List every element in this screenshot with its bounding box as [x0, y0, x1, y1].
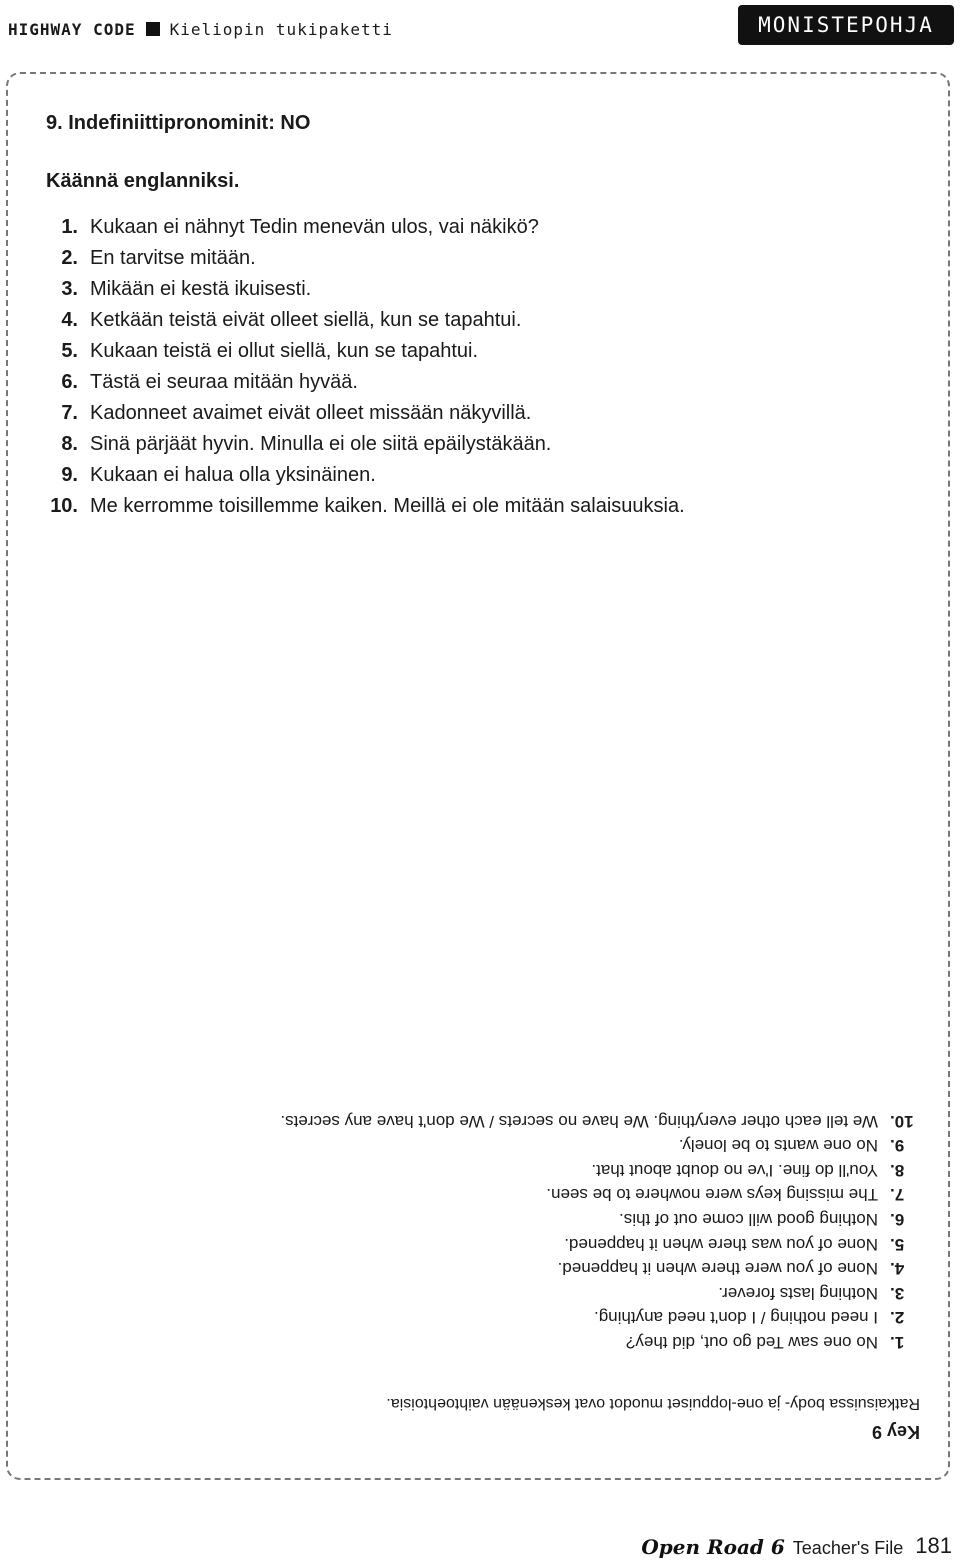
task-item: [46, 367, 685, 398]
key-number: 7.: [890, 1185, 905, 1205]
task-number: 3.: [61, 278, 78, 300]
answer-key-upside-down: [80, 1100, 920, 1450]
task-number: 8.: [61, 433, 78, 455]
task-number: 4.: [61, 309, 78, 331]
task-item: [46, 336, 685, 367]
book-logo: Open Road 6: [641, 1535, 785, 1559]
task-text: Sinä pärjäät hyvin. Minulla ei ole siitä epäilystäkään.: [90, 433, 552, 455]
key-text: None of you was there when it happened.: [564, 1234, 878, 1254]
key-item: [280, 1231, 920, 1256]
task-text: Ketkään teistä eivät olleet siellä, kun se tapahtui.: [90, 309, 522, 331]
task-number: 1.: [61, 216, 78, 238]
task-number: 5.: [61, 340, 78, 362]
series-title: HIGHWAY CODE: [8, 19, 136, 39]
task-item: [46, 398, 685, 429]
series-subtitle: Kieliopin tukipaketti: [169, 19, 393, 39]
task-text: En tarvitse mitään.: [90, 247, 256, 269]
page-header: [8, 16, 393, 42]
key-text: None of you were there when it happened.: [557, 1259, 878, 1279]
key-item: [280, 1280, 920, 1305]
key-text: The missing keys were nowhere to be seen.: [546, 1185, 878, 1205]
key-text: We tell each other everything. We have no secrets / We don't have any secrets.: [280, 1111, 878, 1131]
task-number: 7.: [61, 402, 78, 424]
task-text: Tästä ei seuraa mitään hyvää.: [90, 371, 358, 393]
task-text: Kukaan teistä ei ollut siellä, kun se tapahtui.: [90, 340, 479, 362]
task-item: [46, 460, 685, 491]
task-number: 10.: [50, 495, 78, 517]
key-number: 8.: [890, 1160, 905, 1180]
task-item: [46, 491, 685, 522]
key-number: 6.: [890, 1210, 905, 1230]
task-item: [46, 429, 685, 460]
key-item: [280, 1108, 920, 1133]
task-item: [46, 305, 685, 336]
exercise-instruction: Käännä englanniksi.: [46, 170, 240, 192]
key-text: I need nothing / I don't need anything.: [594, 1308, 878, 1328]
task-text: Kukaan ei halua olla yksinäinen.: [90, 464, 376, 486]
task-number: 9.: [61, 464, 78, 486]
footer-label: Teacher's File: [792, 1538, 904, 1558]
key-number: 4.: [890, 1259, 905, 1279]
task-item: [46, 243, 685, 274]
task-number: 2.: [61, 247, 78, 269]
task-text: Kadonneet avaimet eivät olleet missään näkyvillä.: [90, 402, 532, 424]
key-note: Ratkaisuissa body- ja one-loppuiset muodot ovat keskenään vaihtoehtoisia.: [386, 1395, 920, 1412]
key-item: [280, 1133, 920, 1158]
key-title: Key 9: [871, 1422, 920, 1442]
page-number: 181: [915, 1533, 952, 1558]
key-number: 1.: [890, 1333, 905, 1352]
task-item: [46, 274, 685, 305]
task-text: Me kerromme toisillemme kaiken. Meillä ei ole mitään salaisuuksia.: [90, 495, 685, 517]
key-text: Nothing good will come out of this.: [619, 1210, 878, 1230]
key-item: [280, 1329, 920, 1354]
key-number: 10.: [890, 1111, 914, 1131]
key-text: Nothing lasts forever.: [718, 1283, 878, 1303]
exercise-title: 9. Indefiniittipronominit: NO: [46, 112, 311, 134]
key-number: 3.: [890, 1283, 905, 1303]
key-list: [280, 1108, 920, 1354]
task-number: 6.: [61, 371, 78, 393]
key-number: 2.: [890, 1308, 905, 1328]
key-item: [280, 1305, 920, 1330]
page-footer: [641, 1525, 952, 1559]
key-item: [280, 1182, 920, 1207]
key-number: 5.: [890, 1234, 905, 1254]
task-text: Mikään ei kestä ikuisesti.: [90, 278, 312, 300]
square-bullet-icon: [146, 22, 160, 36]
key-text: You'll do fine. I've no doubt about that.: [591, 1160, 878, 1180]
key-text: No one saw Ted go out, did they?: [625, 1333, 878, 1352]
key-item: [280, 1256, 920, 1281]
key-number: 9.: [890, 1136, 905, 1156]
task-list: [46, 212, 685, 522]
task-text: Kukaan ei nähnyt Tedin menevän ulos, vai näkikö?: [90, 216, 539, 238]
key-text: No one wants to be lonely.: [678, 1136, 878, 1156]
key-item: [280, 1206, 920, 1231]
worksheet-badge: MONISTEPOHJA: [738, 5, 954, 45]
task-item: [46, 212, 685, 243]
key-item: [280, 1157, 920, 1182]
